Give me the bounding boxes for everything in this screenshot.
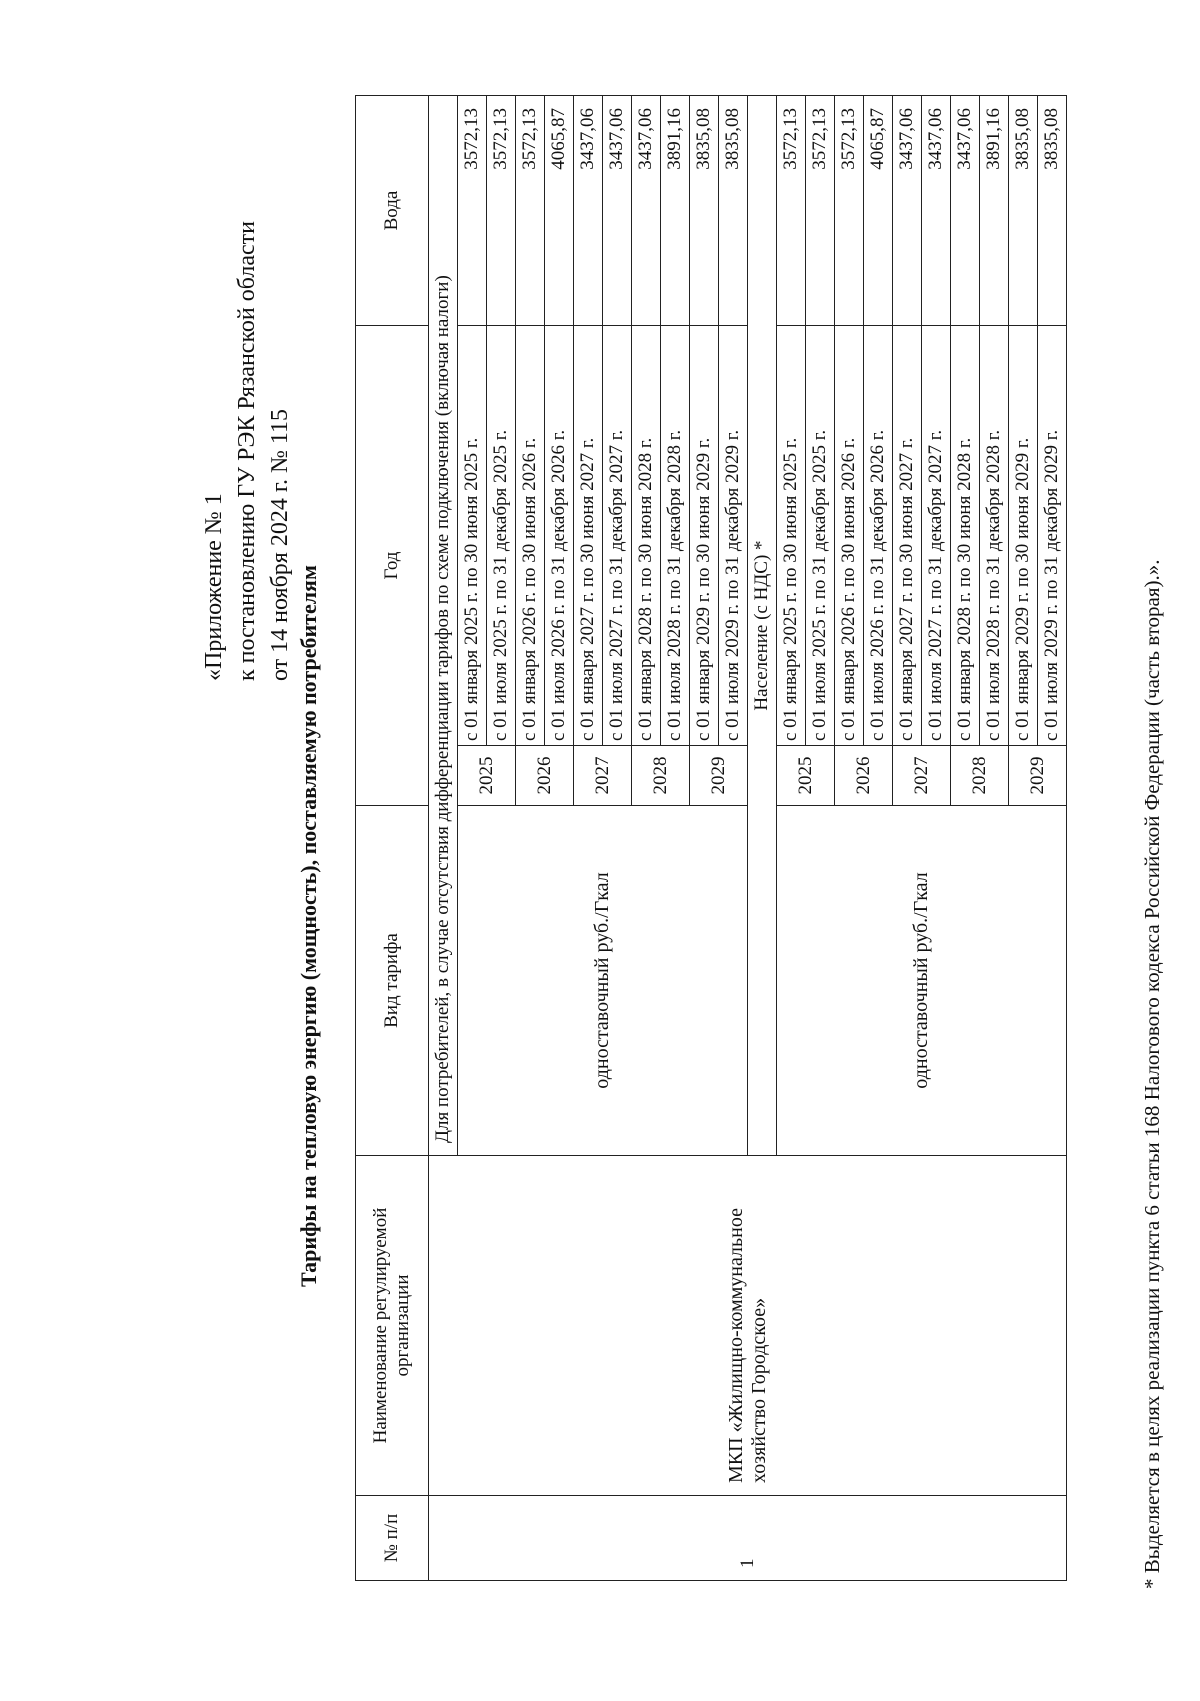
document-title: Тарифы на тепловую энергию (мощность), поставляемую потребителям bbox=[296, 565, 321, 1287]
section-header-row bbox=[429, 96, 458, 1581]
section-label: Для потребителей, в случае отсутствия дифференциации тарифов по схеме подключения (включая налоги) bbox=[429, 96, 458, 1156]
period-cell: с 01 июля 2025 г. по 31 декабря 2025 г. bbox=[806, 326, 835, 746]
year-cell: 2029 bbox=[1009, 746, 1067, 806]
water-tariff-cell: 3572,13 bbox=[458, 96, 487, 326]
period-cell: с 01 января 2028 г. по 30 июня 2028 г. bbox=[951, 326, 980, 746]
period-cell: с 01 января 2028 г. по 30 июня 2028 г. bbox=[632, 326, 661, 746]
water-tariff-cell: 4065,87 bbox=[545, 96, 574, 326]
header-org: Наименование регулируемой организации bbox=[356, 1156, 429, 1496]
header-water: Вода bbox=[356, 96, 429, 326]
period-cell: с 01 июля 2028 г. по 31 декабря 2028 г. bbox=[980, 326, 1009, 746]
water-tariff-cell: 4065,87 bbox=[864, 96, 893, 326]
water-tariff-cell: 3437,06 bbox=[893, 96, 922, 326]
water-tariff-cell: 3572,13 bbox=[806, 96, 835, 326]
water-tariff-cell: 3437,06 bbox=[951, 96, 980, 326]
period-cell: с 01 июля 2027 г. по 31 декабря 2027 г. bbox=[603, 326, 632, 746]
row-number: 1 bbox=[429, 1496, 1067, 1581]
tariff-table bbox=[355, 95, 1067, 1581]
water-tariff-cell: 3572,13 bbox=[835, 96, 864, 326]
year-cell: 2025 bbox=[777, 746, 835, 806]
period-cell: с 01 января 2026 г. по 30 июня 2026 г. bbox=[516, 326, 545, 746]
organization-name: МКП «Жилищно-коммунальное хозяйство Городское» bbox=[429, 1156, 1067, 1496]
period-cell: с 01 января 2029 г. по 30 июня 2029 г. bbox=[690, 326, 719, 746]
water-tariff-cell: 3891,16 bbox=[661, 96, 690, 326]
appendix-line-2: к постановлению ГУ РЭК Рязанской области bbox=[234, 221, 260, 681]
water-tariff-cell: 3835,08 bbox=[719, 96, 748, 326]
table-header-row bbox=[356, 96, 429, 1581]
section-label: Население (с НДС) * bbox=[748, 96, 777, 1156]
header-num: № п/п bbox=[356, 1496, 429, 1581]
period-cell: с 01 июля 2029 г. по 31 декабря 2029 г. bbox=[1038, 326, 1067, 746]
year-cell: 2025 bbox=[458, 746, 516, 806]
period-cell: с 01 июля 2029 г. по 31 декабря 2029 г. bbox=[719, 326, 748, 746]
water-tariff-cell: 3835,08 bbox=[690, 96, 719, 326]
water-tariff-cell: 3572,13 bbox=[487, 96, 516, 326]
water-tariff-cell: 3437,06 bbox=[574, 96, 603, 326]
tariff-kind: одноставочный руб./Гкал bbox=[458, 806, 748, 1156]
period-cell: с 01 июля 2026 г. по 31 декабря 2026 г. bbox=[864, 326, 893, 746]
water-tariff-cell: 3572,13 bbox=[777, 96, 806, 326]
period-cell: с 01 января 2027 г. по 30 июня 2027 г. bbox=[893, 326, 922, 746]
year-cell: 2028 bbox=[951, 746, 1009, 806]
year-cell: 2029 bbox=[690, 746, 748, 806]
period-cell: с 01 января 2025 г. по 30 июня 2025 г. bbox=[777, 326, 806, 746]
year-cell: 2028 bbox=[632, 746, 690, 806]
appendix-line-3: от 14 ноября 2024 г. № 115 bbox=[267, 409, 293, 681]
period-cell: с 01 января 2029 г. по 30 июня 2029 г. bbox=[1009, 326, 1038, 746]
header-year: Год bbox=[356, 326, 429, 806]
period-cell: с 01 января 2026 г. по 30 июня 2026 г. bbox=[835, 326, 864, 746]
footnote: * Выделяется в целях реализации пункта 6 статьи 168 Налогового кодекса Российской Федерации (часть вторая).». bbox=[1140, 559, 1164, 1589]
water-tariff-cell: 3437,06 bbox=[922, 96, 951, 326]
year-cell: 2026 bbox=[516, 746, 574, 806]
water-tariff-cell: 3437,06 bbox=[632, 96, 661, 326]
period-cell: с 01 июля 2025 г. по 31 декабря 2025 г. bbox=[487, 326, 516, 746]
header-kind: Вид тарифа bbox=[356, 806, 429, 1156]
period-cell: с 01 июля 2028 г. по 31 декабря 2028 г. bbox=[661, 326, 690, 746]
year-cell: 2027 bbox=[574, 746, 632, 806]
period-cell: с 01 января 2025 г. по 30 июня 2025 г. bbox=[458, 326, 487, 746]
water-tariff-cell: 3835,08 bbox=[1009, 96, 1038, 326]
water-tariff-cell: 3572,13 bbox=[516, 96, 545, 326]
tariff-kind: одноставочный руб./Гкал bbox=[777, 806, 1067, 1156]
appendix-line-1: «Приложение № 1 bbox=[201, 493, 227, 681]
period-cell: с 01 июля 2026 г. по 31 декабря 2026 г. bbox=[545, 326, 574, 746]
water-tariff-cell: 3835,08 bbox=[1038, 96, 1067, 326]
year-cell: 2027 bbox=[893, 746, 951, 806]
period-cell: с 01 июля 2027 г. по 31 декабря 2027 г. bbox=[922, 326, 951, 746]
appendix-block bbox=[198, 221, 297, 681]
water-tariff-cell: 3891,16 bbox=[980, 96, 1009, 326]
water-tariff-cell: 3437,06 bbox=[603, 96, 632, 326]
table-body bbox=[429, 96, 1067, 1581]
period-cell: с 01 января 2027 г. по 30 июня 2027 г. bbox=[574, 326, 603, 746]
year-cell: 2026 bbox=[835, 746, 893, 806]
